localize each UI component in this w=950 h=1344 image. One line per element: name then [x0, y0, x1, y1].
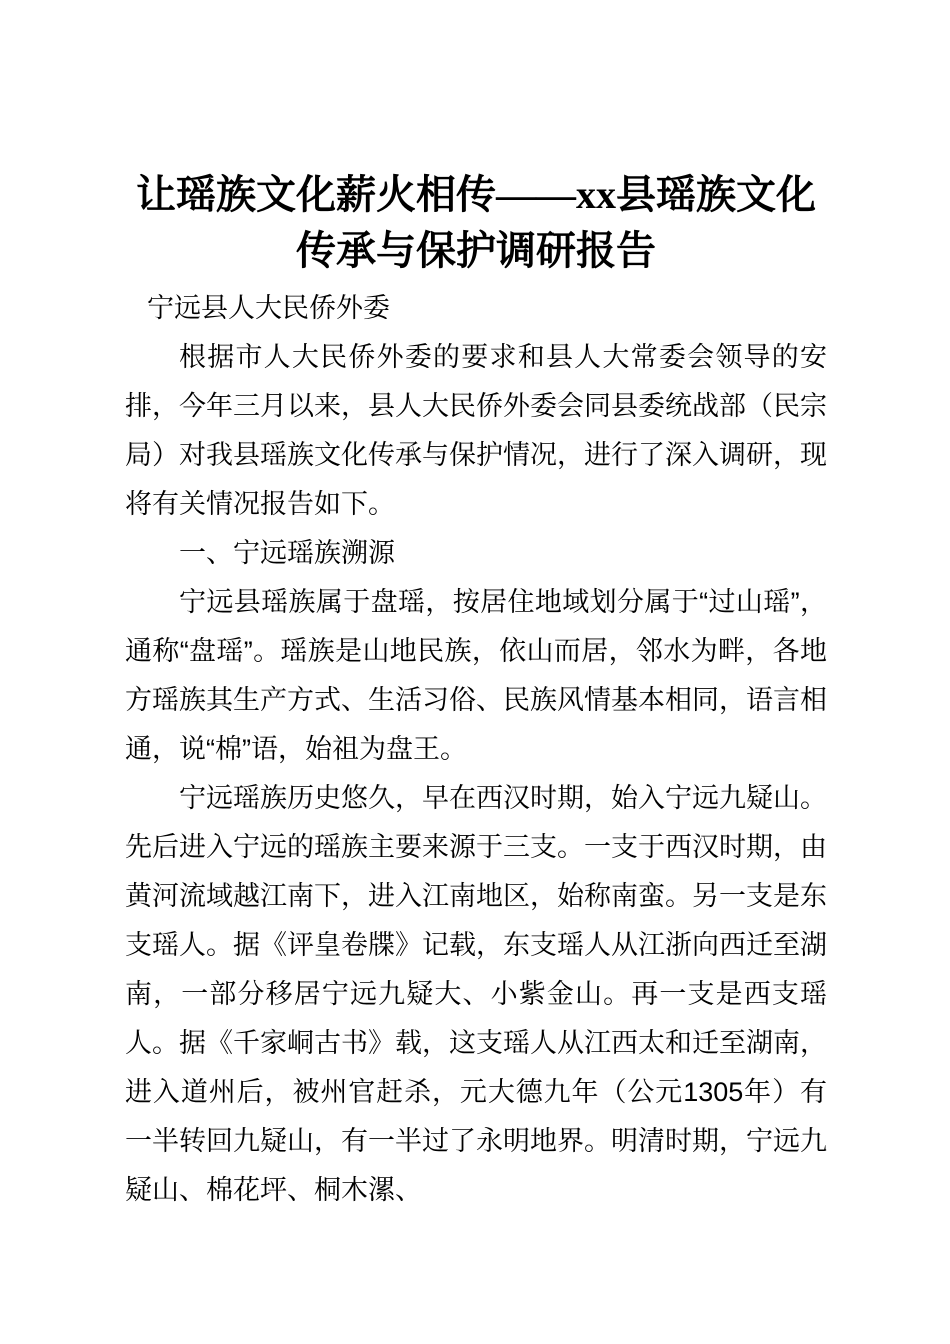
section-heading-1: 一、宁远瑶族溯源	[179, 538, 395, 568]
paragraph-yao-history: 宁远瑶族历史悠久，早在西汉时期，始入宁远九疑山。先后进入宁远的瑶族主要来源于三支。一支于西汉时期，由黄河流域越江南下，进入江南地区，始称南蛮。另一支是东支瑶人。据《评皇卷牒》记载，东支瑶人从江浙向西迁至湖南，一部分移居宁远九疑大、小紫金山。再一支是西支瑶人。据《千家峒古书》载，这支瑶人从江西太和迁至湖南，进入道州后，被州官赶杀，元大德九年（公元1305年）有一半转回九疑山，有一半过了永明地界。明清时期，宁远九疑山、棉花坪、桐木漯、	[125, 783, 827, 1205]
document-body	[125, 284, 827, 1215]
author-line: 宁远县人大民侨外委	[147, 293, 390, 323]
paragraph-intro: 根据市人大民侨外委的要求和县人大常委会领导的安排，今年三月以来，县人大民侨外委会同县委统战部（民宗局）对我县瑶族文化传承与保护情况，进行了深入调研，现将有关情况报告如下。	[125, 342, 827, 519]
page-title: 让瑶族文化薪火相传——xx县瑶族文化传承与保护调研报告	[136, 172, 816, 273]
paragraph-yao-origin: 宁远县瑶族属于盘瑶，按居住地域划分属于“过山瑶”，通称“盘瑶”。瑶族是山地民族，依山而居，邻水为畔，各地方瑶族其生产方式、生活习俗、民族风情基本相同，语言相通，说“棉”语，始祖为盘王。	[125, 587, 827, 764]
